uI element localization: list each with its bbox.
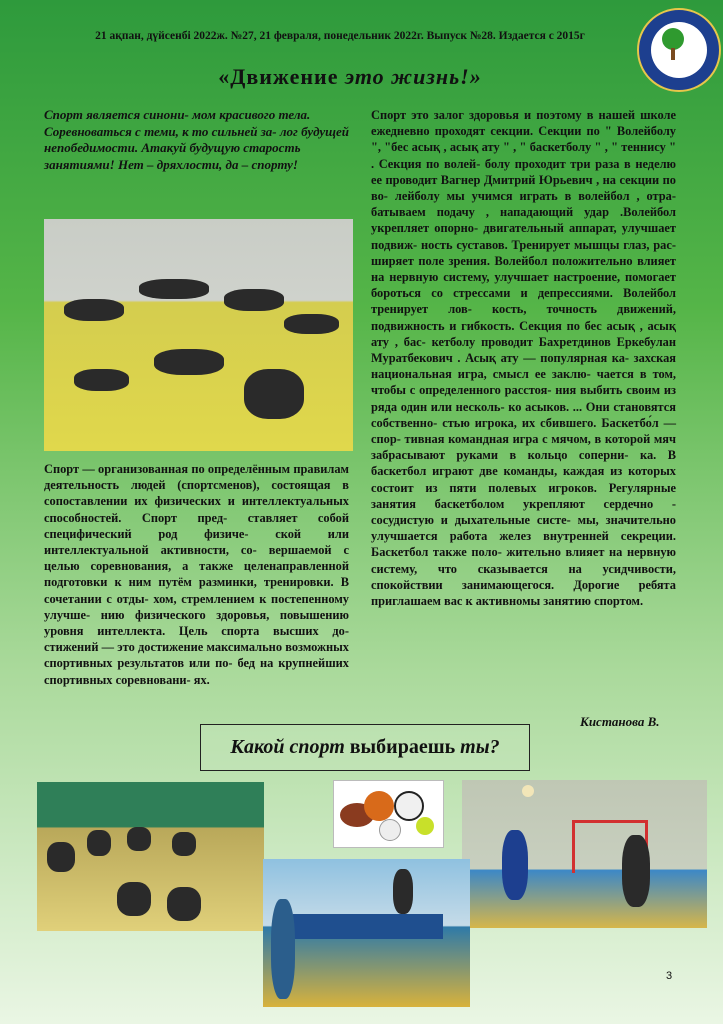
page-title (170, 64, 530, 90)
photo-person (154, 349, 224, 375)
photo-person (167, 887, 201, 921)
photo-person (622, 835, 650, 907)
photo-person (172, 832, 196, 856)
photo-table (293, 914, 443, 939)
photo-person (502, 830, 528, 900)
title-part-1: «Движение (218, 64, 345, 89)
photo-person (87, 830, 111, 856)
photo-gym-exercise (44, 219, 353, 451)
right-article: Спорт это залог здоровья и поэтому в нашей школе ежедневно проходят секции. Секции по " Волейболу ", "бес асық , асық ату " , " баскетболу " , " теннису " . Секция по волей- болу проходит три раза в неделю ее проводит Вагнер Дмитрий Юрьевич , на секции по во- лейболу мы учимся играть в волейбол , отра- батываем подачу , нападающий удар .Волейбол укрепляет опорно- двигательный аппарат, улучшает подвиж- ность суставов. Тренирует мышцы глаз, рас- ширяет поле зрения. Волейбол положительно влияет на нервную систему, улучшает настроение, помогает бороться со стрессами и депрессиями. Волейбол тренирует лов- кость, точность движений, подвижность и гибкость. Секция по бес асық , асық ату , бас- кетболу проводит Бахретдинов Еркебулан Муратбекович . Асық ату — популярная ка- захская национальная игра, смысл ее заклю- чается в том, чтобы с определенного расстоя- ния выбить своим из ряда один или несколь- ко асыков. ... Они становятся собственно- стью игрока, их сбившего. Баскетбо́л — спор- тивная командная игра с мячом, в которой мяч забрасывают руками в кольцо соперни- ка. В баскетбол играют две команды, каждая из которых состоит из пяти полевых игроков. Регулярные занятия баскетболом укрепляют сердечно - сосудистую и дыхательные систе- мы, значительно улучшается работа желез внутренней секреции. Баскетбол также поло- жительно влияет на нервную систему, что сказывается на усидчивости, спокойствии занимающегося. Дорогие ребята приглашаем вас к активномы занятию спортом. (371, 108, 676, 609)
school-emblem-icon (637, 8, 721, 92)
tennis-ball-icon (416, 817, 434, 835)
photo-person (47, 842, 75, 872)
volleyball-icon (522, 785, 534, 797)
title-part-2: это жизнь!» (344, 64, 482, 89)
photo-person (117, 882, 151, 916)
photo-person (64, 299, 124, 321)
photo-gym-stretching (37, 782, 264, 931)
photo-person (224, 289, 284, 311)
left-article: Спорт — организованная по определённым правилам деятельность людей (спортсменов), состоящая в сопоставлении их физических и интеллектуальных способностей. Спорт пред- ставляет собой специфический род физиче- ской или интеллектуальной активности, со- вершаемой с целью соревнования, а также целенаправленной подготовки к ним путём разминки, тренировки. В сочетании с отды- хом, стремлением к постепенному улучше- нию физического здоровья, повышению уровня интеллекта. Цель спорта высших до- стижений — это достижение максимально возможных спортивных результатов или по- бед на крупнейших спортивных соревновани- ях. (44, 462, 349, 687)
photo-person (139, 279, 209, 299)
question-part-1: Какой спорт (230, 736, 350, 758)
emblem-trunk (671, 48, 675, 60)
soccer-ball-icon (394, 791, 424, 821)
sport-question-banner (200, 724, 530, 771)
emblem-tree-icon (662, 28, 684, 50)
baseball-icon (379, 819, 401, 841)
photo-sports-balls (333, 780, 444, 848)
photo-volleyball-training (462, 780, 707, 928)
photo-person (127, 827, 151, 851)
photo-person (74, 369, 129, 391)
photo-person (244, 369, 304, 419)
basketball-icon (364, 791, 394, 821)
question-part-3: ты? (460, 736, 500, 758)
photo-table-tennis (263, 859, 470, 1007)
photo-person (284, 314, 339, 334)
photo-person (271, 899, 295, 999)
page-number: 3 (666, 970, 673, 982)
question-part-2: выбираешь (349, 736, 461, 758)
photo-person (393, 869, 413, 914)
intro-quote: Спорт является синони- мом красивого тела. Соревноваться с теми, к то сильней за- лог будущей непобедимости. Атакуй будущую старость занятиями! Нет – дряхлости, да – спорту! (44, 107, 349, 172)
author-signature: Кистанова В. (580, 714, 660, 729)
issue-header: 21 ақпан, дүйсенбі 2022ж. №27, 21 февраля, понедельник 2022г. Выпуск №28. Издается с 2015г (95, 30, 585, 42)
